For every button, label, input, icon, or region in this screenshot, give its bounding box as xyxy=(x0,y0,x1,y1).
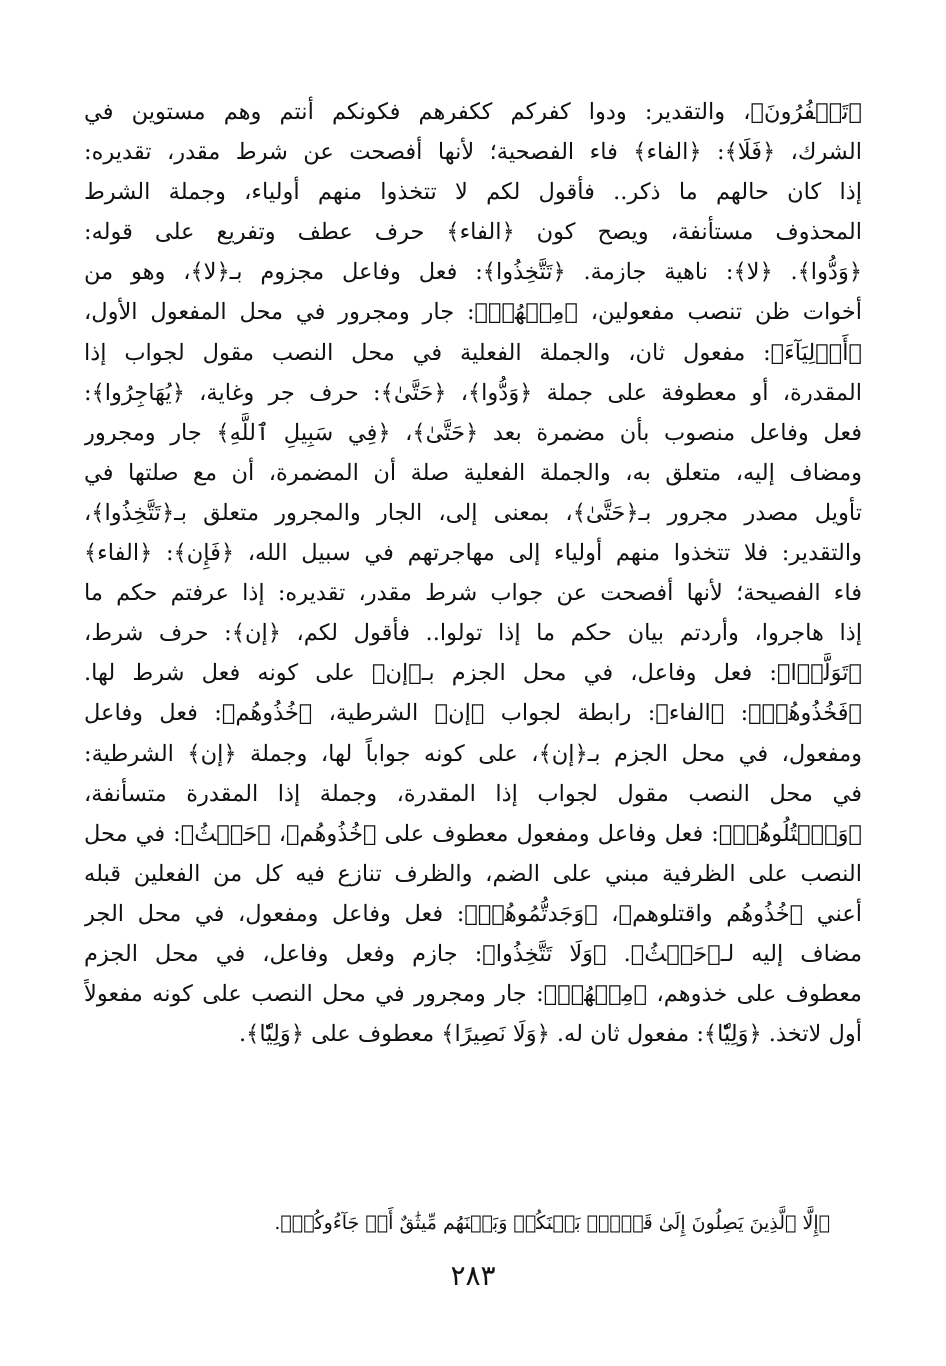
text-line: ﴿وَٱقۡتُلُوهُمۡ﴾: فعل وفاعل ومفعول معطوف على ﴿خُذُوهُم﴾، ﴿حَيۡثُ﴾: في محل xyxy=(84,820,862,847)
text-line: فاء الفصيحة؛ لأنها أفصحت عن جواب شرط مقدر، تقديره: إذا عرفتم حكم ما xyxy=(84,580,862,607)
text-line: إذا كان حالهم ما ذكر.. فأقول لكم لا تتخذوا منهم أولياء، وجملة الشرط xyxy=(84,179,862,206)
text-line: فعل وفاعل منصوب بأن مضمرة بعد ﴿حَتَّىٰ﴾، ﴿فِي سَبِيلِ ٱللَّهِ﴾ جار ومجرور xyxy=(84,419,862,446)
text-line: أول لاتخذ. ﴿وَلِيّٗا﴾: مفعول ثان له. ﴿وَلَا نَصِيرًا﴾ معطوف على ﴿وَلِيّٗا﴾. xyxy=(239,1021,862,1048)
text-line: النصب على الظرفية مبني على الضم، والظرف تنازع فيه كل من الفعلين قبله xyxy=(84,860,862,887)
text-line: ﴿وَدُّوا﴾. ﴿لا﴾: ناهية جازمة. ﴿تَتَّخِذُوا﴾: فعل وفاعل مجزوم بـ﴿لا﴾، وهو من xyxy=(84,259,862,286)
text-line: ﴿فَخُذُوهُمۡ﴾: ﴿الفاء﴾: رابطة لجواب ﴿إن﴾ الشرطية، ﴿خُذُوهُم﴾: فعل وفاعل xyxy=(84,700,862,727)
text-line: ومفعول، في محل الجزم بـ﴿إن﴾، على كونه جواباً لها، وجملة ﴿إن﴾ الشرطية: xyxy=(84,740,862,767)
text-line: معطوف على خذوهم، ﴿مِنۡهُمۡ﴾: جار ومجرور في محل النصب على كونه مفعولاً xyxy=(84,981,862,1008)
text-line: في محل النصب مقول لجواب إذا المقدرة، وجملة إذا المقدرة متسأنفة، xyxy=(84,780,862,807)
text-line: تأويل مصدر مجرور بـ﴿حَتَّىٰ﴾، بمعنى إلى، الجار والمجرور متعلق بـ﴿تَتَّخِذُوا﴾، xyxy=(84,499,862,526)
body-text xyxy=(84,92,862,1054)
text-line: أعني ﴿خُذُوهُم واقتلوهم﴾، ﴿وَجَدتُّمُوهُمۡ﴾: فعل وفاعل ومفعول، في محل الجر xyxy=(84,900,862,927)
quran-verse: ﴿إِلَّا ٱلَّذِينَ يَصِلُونَ إِلَىٰ قَوۡمِۭ بَيۡنَكُمۡ وَبَيۡنَهُم مِّيثَٰقٌ أَوۡ جَآءُوكُمۡ﴾. xyxy=(274,1212,830,1234)
text-line: الشرك، ﴿فَلَا﴾: ﴿الفاء﴾ فاء الفصحية؛ لأنها أفصحت عن شرط مقدر، تقديره: xyxy=(84,139,862,166)
text-line: والتقدير: فلا تتخذوا منهم أولياء إلى مهاجرتهم في سبيل الله، ﴿فَإِن﴾: ﴿الفاء﴾ xyxy=(84,540,862,567)
text-line: ومضاف إليه، متعلق به، والجملة الفعلية صلة أن المضمرة، أن مع صلتها في xyxy=(84,459,862,486)
text-line: أخوات ظن تنصب مفعولين، ﴿مِنۡهُمۡ﴾: جار ومجرور في محل المفعول الأول، xyxy=(84,299,862,326)
text-line: ﴿تَكۡفُرُونَ﴾، والتقدير: ودوا كفركم ككفرهم فكونكم أنتم وهم مستوين في xyxy=(84,99,862,125)
text-line: ﴿تَوَلَّوۡا﴾: فعل وفاعل، في محل الجزم بـ﴿إن﴾ على كونه فعل شرط لها. xyxy=(84,660,862,687)
text-line: ﴿أَوۡلِيَآءَ﴾: مفعول ثان، والجملة الفعلية في محل النصب مقول لجواب إذا xyxy=(84,339,862,366)
page-number: ٢٨٣ xyxy=(450,1259,496,1292)
text-line: إذا هاجروا، وأردتم بيان حكم ما إذا تولوا.. فأقول لكم، ﴿إن﴾: حرف شرط، xyxy=(84,620,862,647)
text-line: المحذوف مستأنفة، ويصح كون ﴿الفاء﴾ حرف عطف وتفريع على قوله: xyxy=(84,219,862,246)
text-line: المقدرة، أو معطوفة على جملة ﴿وَدُّوا﴾، ﴿حَتَّىٰ﴾: حرف جر وغاية، ﴿يُهَاجِرُوا﴾: xyxy=(84,379,862,406)
text-line: مضاف إليه لـ﴿حَيۡثُ﴾. ﴿وَلَا تَتَّخِذُوا﴾: جازم وفعل وفاعل، في محل الجزم xyxy=(84,940,862,967)
